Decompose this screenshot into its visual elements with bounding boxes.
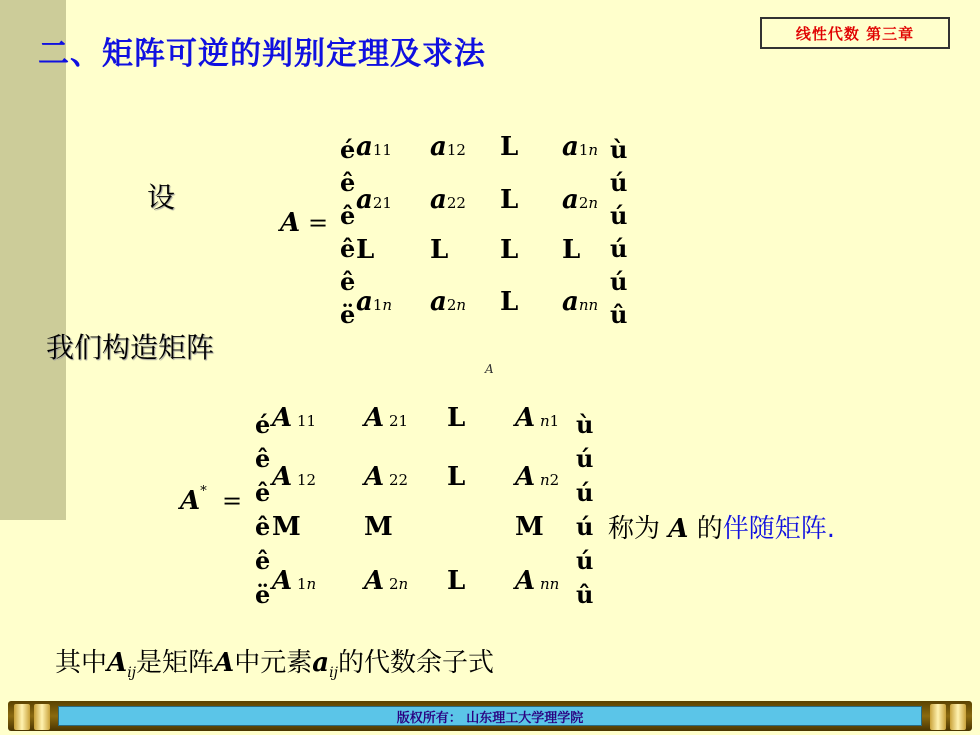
adjugate-end: .: [826, 514, 835, 544]
matrix_a-right-bracket-4: ú: [610, 267, 628, 296]
matrix_adj-cell-0-2: L: [447, 403, 466, 433]
chapter-badge: 线性代数 第三章: [760, 17, 950, 49]
matrix_adj-cell-0-3: A n1: [515, 403, 560, 433]
matrix-adj-eq: =: [222, 487, 243, 515]
matrix_a-right-bracket-3: ú: [610, 234, 628, 263]
footer-knob-right: [930, 704, 946, 730]
matrix-adj-lhs: [180, 484, 207, 516]
matrix_a-left-bracket-3: ê: [340, 234, 356, 263]
matrix_a-cell-3-0: a1n: [356, 287, 393, 317]
matrix_adj-cell-3-2: L: [447, 566, 466, 596]
matrix_a-right-bracket-2: ú: [610, 201, 628, 230]
matrix_adj-right-bracket-0: ù: [576, 410, 594, 439]
matrix_a-cell-3-3: ann: [562, 287, 599, 317]
matrix_adj-cell-0-1: A 21: [364, 403, 409, 433]
matrix_a-cell-1-0: a21: [356, 185, 392, 215]
note-prefix: 其中: [55, 648, 108, 678]
matrix_adj-right-bracket-5: û: [576, 580, 594, 609]
matrix_adj-cell-3-3: A nn: [515, 566, 560, 596]
matrix_adj-cell-0-0: A 11: [272, 403, 317, 433]
footer-knob-right-2: [950, 704, 966, 730]
matrix_a-cell-2-1: L: [430, 235, 449, 265]
adjugate-caption: [608, 508, 835, 545]
slide-title: 二、矩阵可逆的判别定理及求法: [38, 36, 486, 72]
note-var3: a: [312, 648, 330, 678]
note-sub1: ij: [127, 665, 137, 682]
construct-label: 我们构造矩阵: [46, 331, 215, 364]
cofactor-note: [55, 642, 494, 681]
matrix-adj-lhs-letter: A: [180, 486, 201, 516]
matrix_adj-left-bracket-0: é: [255, 410, 271, 439]
note-var2: A: [214, 648, 235, 678]
matrix_adj-cell-2-1: M: [364, 512, 393, 542]
matrix_a-left-bracket-1: ê: [340, 168, 356, 197]
footer-knob-left: [14, 704, 30, 730]
matrix_adj-cell-2-0: M: [272, 512, 301, 542]
matrix_adj-cell-1-2: L: [447, 462, 466, 492]
matrix_adj-right-bracket-1: ú: [576, 444, 594, 473]
matrix_adj-left-bracket-1: ê: [255, 444, 271, 473]
matrix_adj-cell-3-0: A 1n: [272, 566, 317, 596]
adjugate-var: A: [668, 514, 689, 544]
matrix_a-left-bracket-4: ê: [340, 267, 356, 296]
matrix-a-lhs: A: [280, 208, 301, 238]
footer-knob-left-2: [34, 704, 50, 730]
matrix_a-cell-1-3: a2n: [562, 185, 599, 215]
matrix_adj-right-bracket-2: ú: [576, 478, 594, 507]
matrix_adj-left-bracket-4: ê: [255, 546, 271, 575]
note-mid: 是矩阵: [136, 648, 215, 678]
note-mid2: 中元素: [234, 648, 313, 678]
matrix_a-cell-0-1: a12: [430, 132, 466, 162]
tiny-a-label: A: [485, 362, 494, 376]
matrix_a-cell-0-0: a11: [356, 132, 392, 162]
matrix_a-cell-1-2: L: [500, 185, 519, 215]
matrix_a-cell-1-1: a22: [430, 185, 466, 215]
matrix_a-cell-2-2: L: [500, 235, 519, 265]
matrix_a-left-bracket-2: ê: [340, 201, 356, 230]
matrix_a-cell-2-3: L: [562, 235, 581, 265]
footer-copyright: 版权所有： 山东理工大学理学院: [58, 706, 922, 726]
matrix_a-left-bracket-5: ë: [340, 300, 356, 329]
note-var1: A: [107, 648, 128, 678]
matrix_a-cell-0-3: a1n: [562, 132, 599, 162]
matrix_adj-cell-1-3: A n2: [515, 462, 560, 492]
matrix_a-cell-0-2: L: [500, 132, 519, 162]
matrix_adj-cell-3-1: A 2n: [364, 566, 409, 596]
adjugate-mid: 的: [688, 514, 723, 544]
matrix_adj-cell-1-1: A 22: [364, 462, 409, 492]
matrix_a-cell-3-1: a2n: [430, 287, 467, 317]
note-sub3: ij: [329, 665, 338, 682]
adjugate-prefix: 称为: [608, 514, 669, 544]
side-bar: [0, 0, 66, 520]
note-suffix: 的代数余子式: [337, 648, 494, 678]
matrix_adj-cell-1-0: A 12: [272, 462, 317, 492]
matrix_a-right-bracket-0: ù: [610, 135, 628, 164]
let-label: 设: [147, 181, 176, 214]
matrix_adj-left-bracket-5: ë: [255, 580, 271, 609]
matrix-a-eq: =: [308, 209, 329, 237]
matrix_adj-left-bracket-2: ê: [255, 478, 271, 507]
matrix_adj-left-bracket-3: ê: [255, 512, 271, 541]
matrix_a-right-bracket-1: ú: [610, 168, 628, 197]
matrix-adj-lhs-sup: *: [200, 484, 207, 499]
matrix_adj-cell-2-3: M: [515, 512, 544, 542]
adjugate-term: 伴随矩阵: [722, 514, 827, 544]
matrix_a-cell-3-2: L: [500, 287, 519, 317]
matrix_adj-right-bracket-3: ú: [576, 512, 594, 541]
matrix_a-cell-2-0: L: [356, 235, 375, 265]
matrix_a-left-bracket-0: é: [340, 135, 356, 164]
matrix_a-right-bracket-5: û: [610, 300, 628, 329]
matrix_adj-right-bracket-4: ú: [576, 546, 594, 575]
